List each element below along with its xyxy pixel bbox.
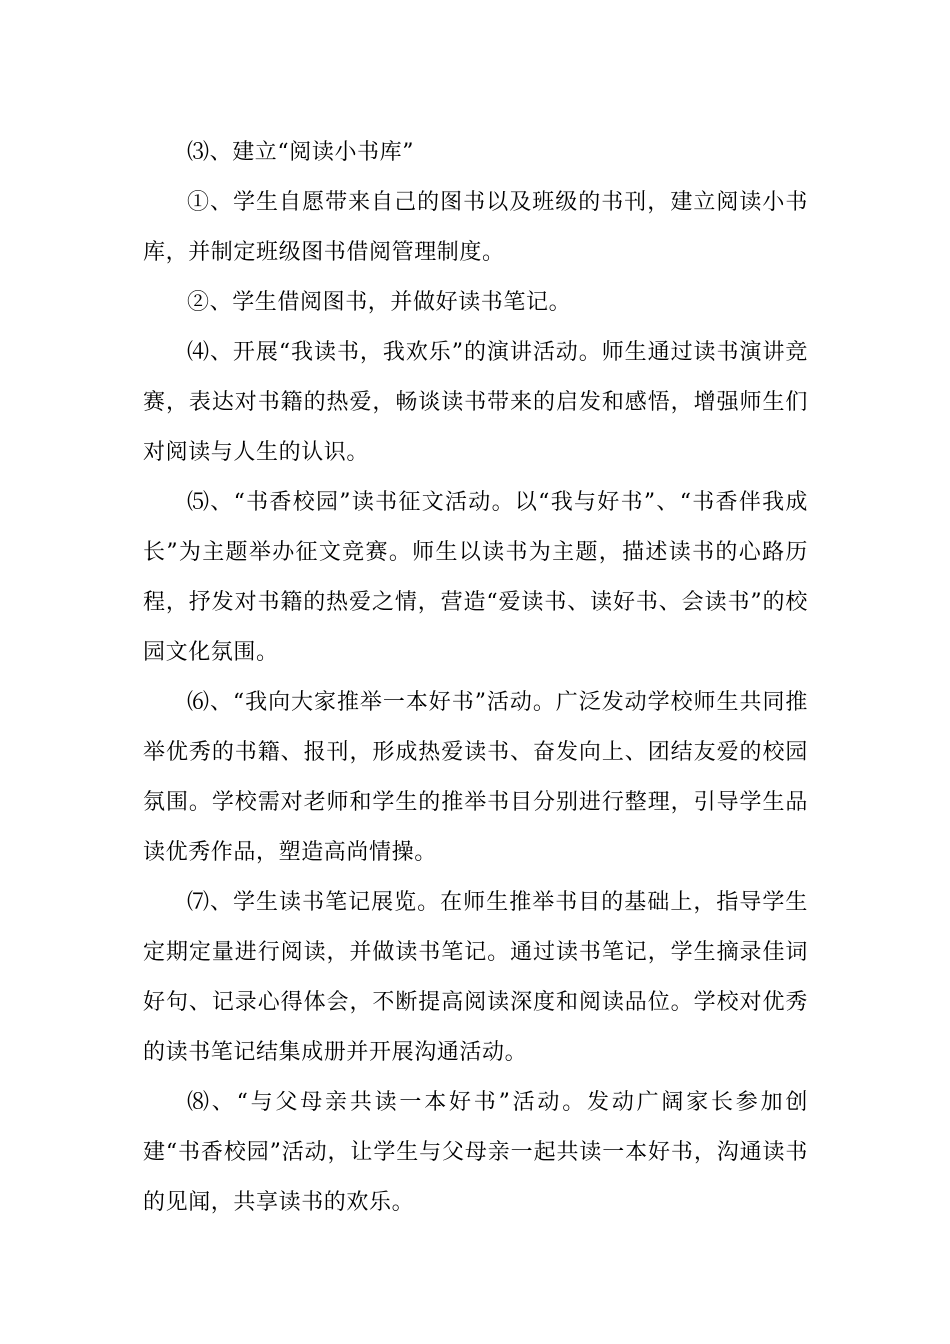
document-body	[143, 128, 808, 1228]
paragraph-read-with-parents: ⑻、“与父母亲共读一本好书”活动。发动广阔家长参加创建“书香校园”活动，让学生与父母亲一起共读一本好书，沟通读书的见闻，共享读书的欢乐。	[143, 1090, 808, 1215]
paragraph-essay-contest: ⑸、“书香校园”读书征文活动。以“我与好书”、“书香伴我成长”为主题举办征文竞赛。师生以读书为主题，描述读书的心路历程，抒发对书籍的热爱之情，营造“爱读书、读好书、会读书”的校园文化氛围。	[143, 490, 808, 665]
paragraph-borrow-books: ②、学生借阅图书，并做好读书笔记。	[187, 290, 572, 315]
paragraph-build-reading-library: ⑶、建立“阅读小书库”	[187, 140, 415, 165]
paragraph-book-donation: ①、学生自愿带来自己的图书以及班级的书刊，建立阅读小书库，并制定班级图书借阅管理制度。	[143, 190, 808, 265]
paragraph-speech-activity: ⑷、开展“我读书，我欢乐”的演讲活动。师生通过读书演讲竞赛，表达对书籍的热爱，畅谈读书带来的启发和感悟，增强师生们对阅读与人生的认识。	[143, 340, 808, 465]
paragraph-notes-exhibition: ⑺、学生读书笔记展览。在师生推举书目的基础上，指导学生定期定量进行阅读，并做读书笔记。通过读书笔记，学生摘录佳词好句、记录心得体会，不断提高阅读深度和阅读品位。学校对优秀的读书笔记结集成册并开展沟通活动。	[143, 890, 808, 1065]
paragraph-recommend-book: ⑹、“我向大家推举一本好书”活动。广泛发动学校师生共同推举优秀的书籍、报刊，形成热爱读书、奋发向上、团结友爱的校园氛围。学校需对老师和学生的推举书目分别进行整理，引导学生品读优秀作品，塑造高尚情操。	[143, 690, 808, 865]
